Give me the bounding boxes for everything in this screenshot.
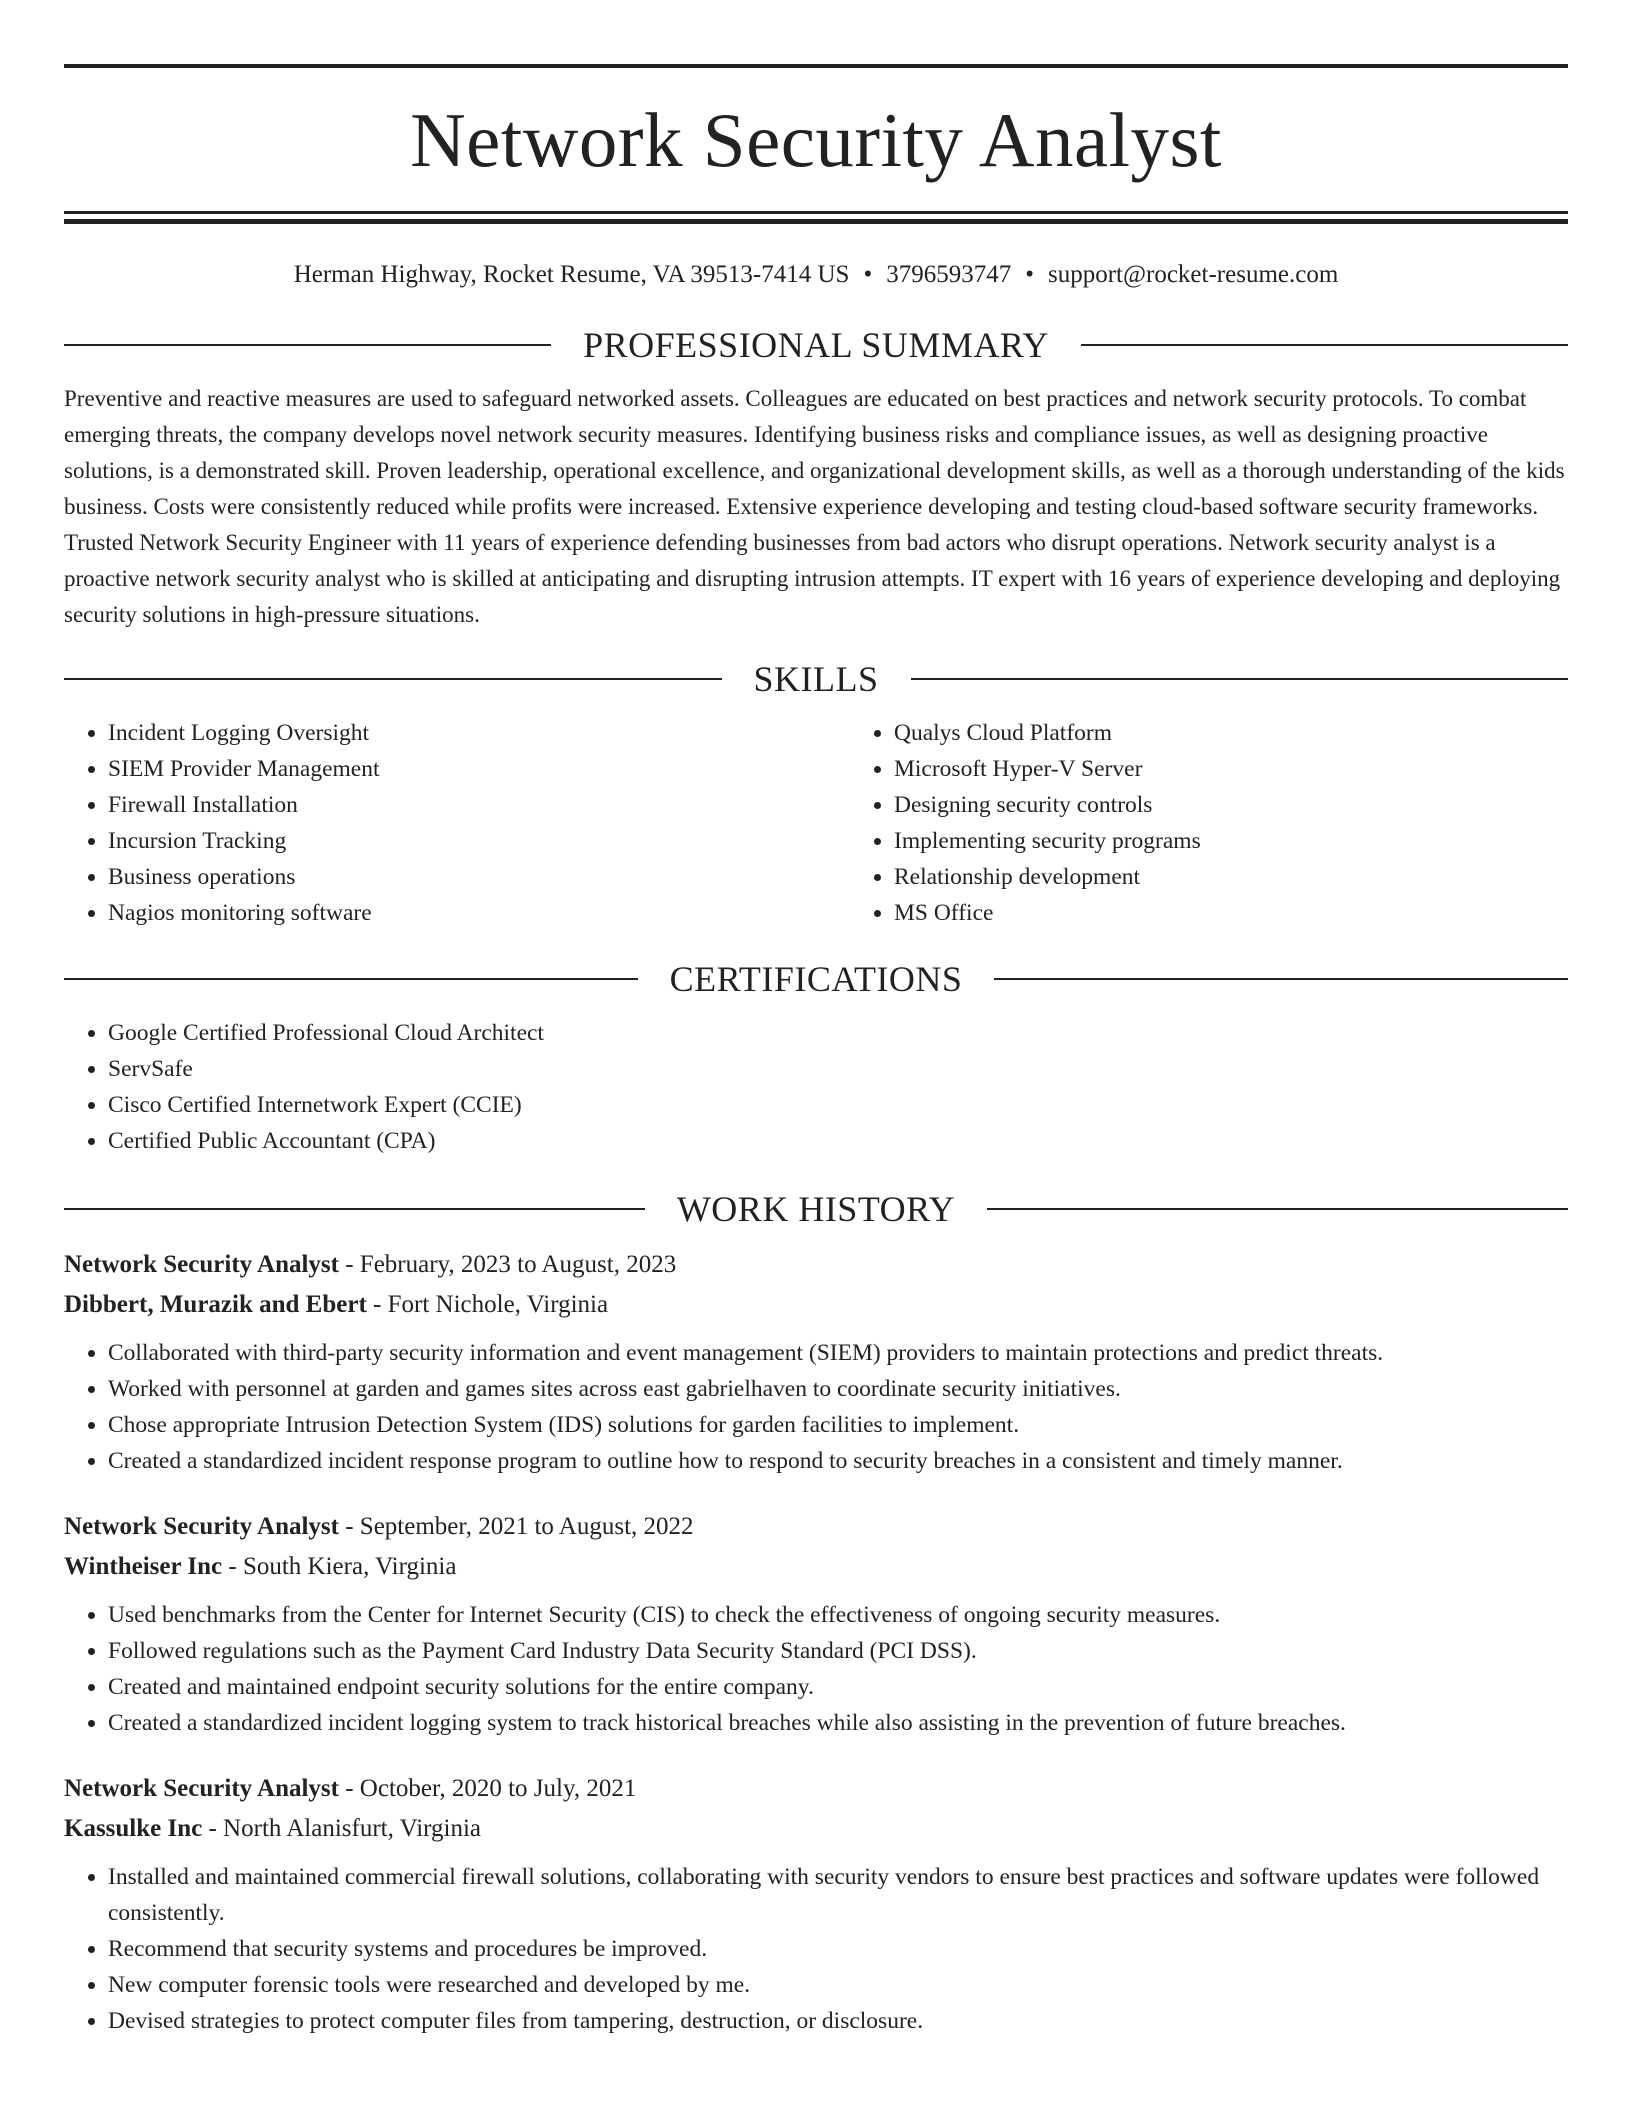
job-entry [64,1769,1568,2039]
job-bullet: • Worked with personnel at garden and games sites across east gabrielhaven to coordinate security initiatives. [108,1371,1568,1407]
job-company-line [64,1285,1568,1325]
divider-line [64,678,722,680]
header-top-rule [64,64,1568,68]
job-bullet: • Installed and maintained commercial firewall solutions, collaborating with security vendors to ensure best practices and software updates were followed consistently. [108,1859,1568,1931]
header-double-rule [64,211,1568,224]
contact-email: support@rocket-resume.com [1047,261,1339,288]
job-title: Network Security Analyst [64,1251,339,1278]
skill-item: • Firewall Installation [108,787,850,823]
skill-item: • Qualys Cloud Platform [894,715,1568,751]
skill-item: • Microsoft Hyper-V Server [894,751,1568,787]
job-company-line [64,1547,1568,1587]
job-title: Network Security Analyst [64,1775,339,1802]
skills-column-left [64,715,850,931]
certifications-section-header [64,961,1568,997]
divider-line [64,978,638,980]
skills-section-header [64,661,1568,697]
job-title-line [64,1769,1568,1809]
job-bullet: • Collaborated with third-party security information and event management (SIEM) providers to maintain protections and predict threats. [108,1335,1568,1371]
job-company: Dibbert, Murazik and Ebert [64,1291,367,1318]
job-company: Kassulke Inc [64,1815,203,1842]
skill-item: • SIEM Provider Management [108,751,850,787]
job-title: Network Security Analyst [64,1513,339,1540]
contact-separator: • [863,261,873,288]
work-section-header [64,1191,1568,1227]
skill-item: • Business operations [108,859,850,895]
certification-item: • Google Certified Professional Cloud Architect [108,1015,1568,1051]
resume-name: Network Security Analyst [410,97,1222,183]
certifications-list [64,1015,1568,1159]
contact-address: Herman Highway, Rocket Resume, VA 39513-7414 US [293,261,850,288]
job-location: - Fort Nichole, Virginia [366,1291,609,1318]
job-location: - South Kiera, Virginia [222,1553,457,1580]
skills-column-right [850,715,1568,931]
divider-line [911,678,1569,680]
skill-item: • Implementing security programs [894,823,1568,859]
divider-line [1081,344,1568,346]
job-bullet: • Created a standardized incident logging system to track historical breaches while also assisting in the prevention of future breaches. [108,1705,1568,1741]
skills-list [64,715,1568,931]
summary-section-title: PROFESSIONAL SUMMARY [583,325,1049,365]
skill-item: • Incursion Tracking [108,823,850,859]
job-bullets [64,1335,1568,1479]
skill-item: • Nagios monitoring software [108,895,850,931]
job-bullet: • Created a standardized incident response program to outline how to respond to security breaches in a consistent and timely manner. [108,1443,1568,1479]
job-dates: - October, 2020 to July, 2021 [338,1775,637,1802]
skill-item: • Incident Logging Oversight [108,715,850,751]
certifications-section-title: CERTIFICATIONS [669,959,963,999]
job-title-line [64,1507,1568,1547]
divider-line [64,344,551,346]
job-dates: - September, 2021 to August, 2022 [338,1513,694,1540]
certification-item: • Certified Public Accountant (CPA) [108,1123,1568,1159]
job-bullet: • Recommend that security systems and procedures be improved. [108,1931,1568,1967]
job-bullets [64,1859,1568,2039]
summary-text: Preventive and reactive measures are used to safeguard networked assets. Colleagues are educated on best practices and network security protocols. To combat emerging threats, the company develops novel network security measures. Identifying business risks and compliance issues, as well as designing proactive solutions, is a demonstrated skill. Proven leadership, operational excellence, and organizational development skills, as well as a thorough understanding of the kids business. Costs were consistently reduced while profits were increased. Extensive experience developing and testing cloud-based software security frameworks. Trusted Network Security Engineer with 11 years of experience defending businesses from bad actors who disrupt operations. Network security analyst is a proactive network security analyst who is skilled at anticipating and disrupting intrusion attempts. IT expert with 16 years of experience developing and deploying security solutions in high-pressure situations. [64,386,1565,627]
job-location: - North Alanisfurt, Virginia [202,1815,482,1842]
job-dates: - February, 2023 to August, 2023 [338,1251,677,1278]
divider-line [64,1208,645,1210]
job-bullet: • Followed regulations such as the Payment Card Industry Data Security Standard (PCI DSS). [108,1633,1568,1669]
skill-item: • Designing security controls [894,787,1568,823]
certification-item: • ServSafe [108,1051,1568,1087]
work-section-title: WORK HISTORY [676,1189,956,1229]
divider-line [987,1208,1568,1210]
job-bullet: • Used benchmarks from the Center for Internet Security (CIS) to check the effectiveness of ongoing security measures. [108,1597,1568,1633]
certification-item: • Cisco Certified Internetwork Expert (CCIE) [108,1087,1568,1123]
contact-phone: 3796593747 [886,261,1012,288]
job-title-line [64,1245,1568,1285]
job-bullet: • Chose appropriate Intrusion Detection System (IDS) solutions for garden facilities to implement. [108,1407,1568,1443]
job-entry [64,1507,1568,1741]
divider-line [994,978,1568,980]
job-bullet: • Devised strategies to protect computer files from tampering, destruction, or disclosure. [108,2003,1568,2039]
job-bullet: • Created and maintained endpoint security solutions for the entire company. [108,1669,1568,1705]
job-company-line [64,1809,1568,1849]
job-entry [64,1245,1568,1479]
contact-separator: • [1025,261,1034,288]
skills-section-title: SKILLS [753,659,879,699]
job-company: Wintheiser Inc [64,1553,223,1580]
contact-line [64,262,1568,287]
skill-item: • MS Office [894,895,1568,931]
summary-section-header [64,327,1568,363]
job-bullet: • New computer forensic tools were researched and developed by me. [108,1967,1568,2003]
skill-item: • Relationship development [894,859,1568,895]
job-bullets [64,1597,1568,1741]
